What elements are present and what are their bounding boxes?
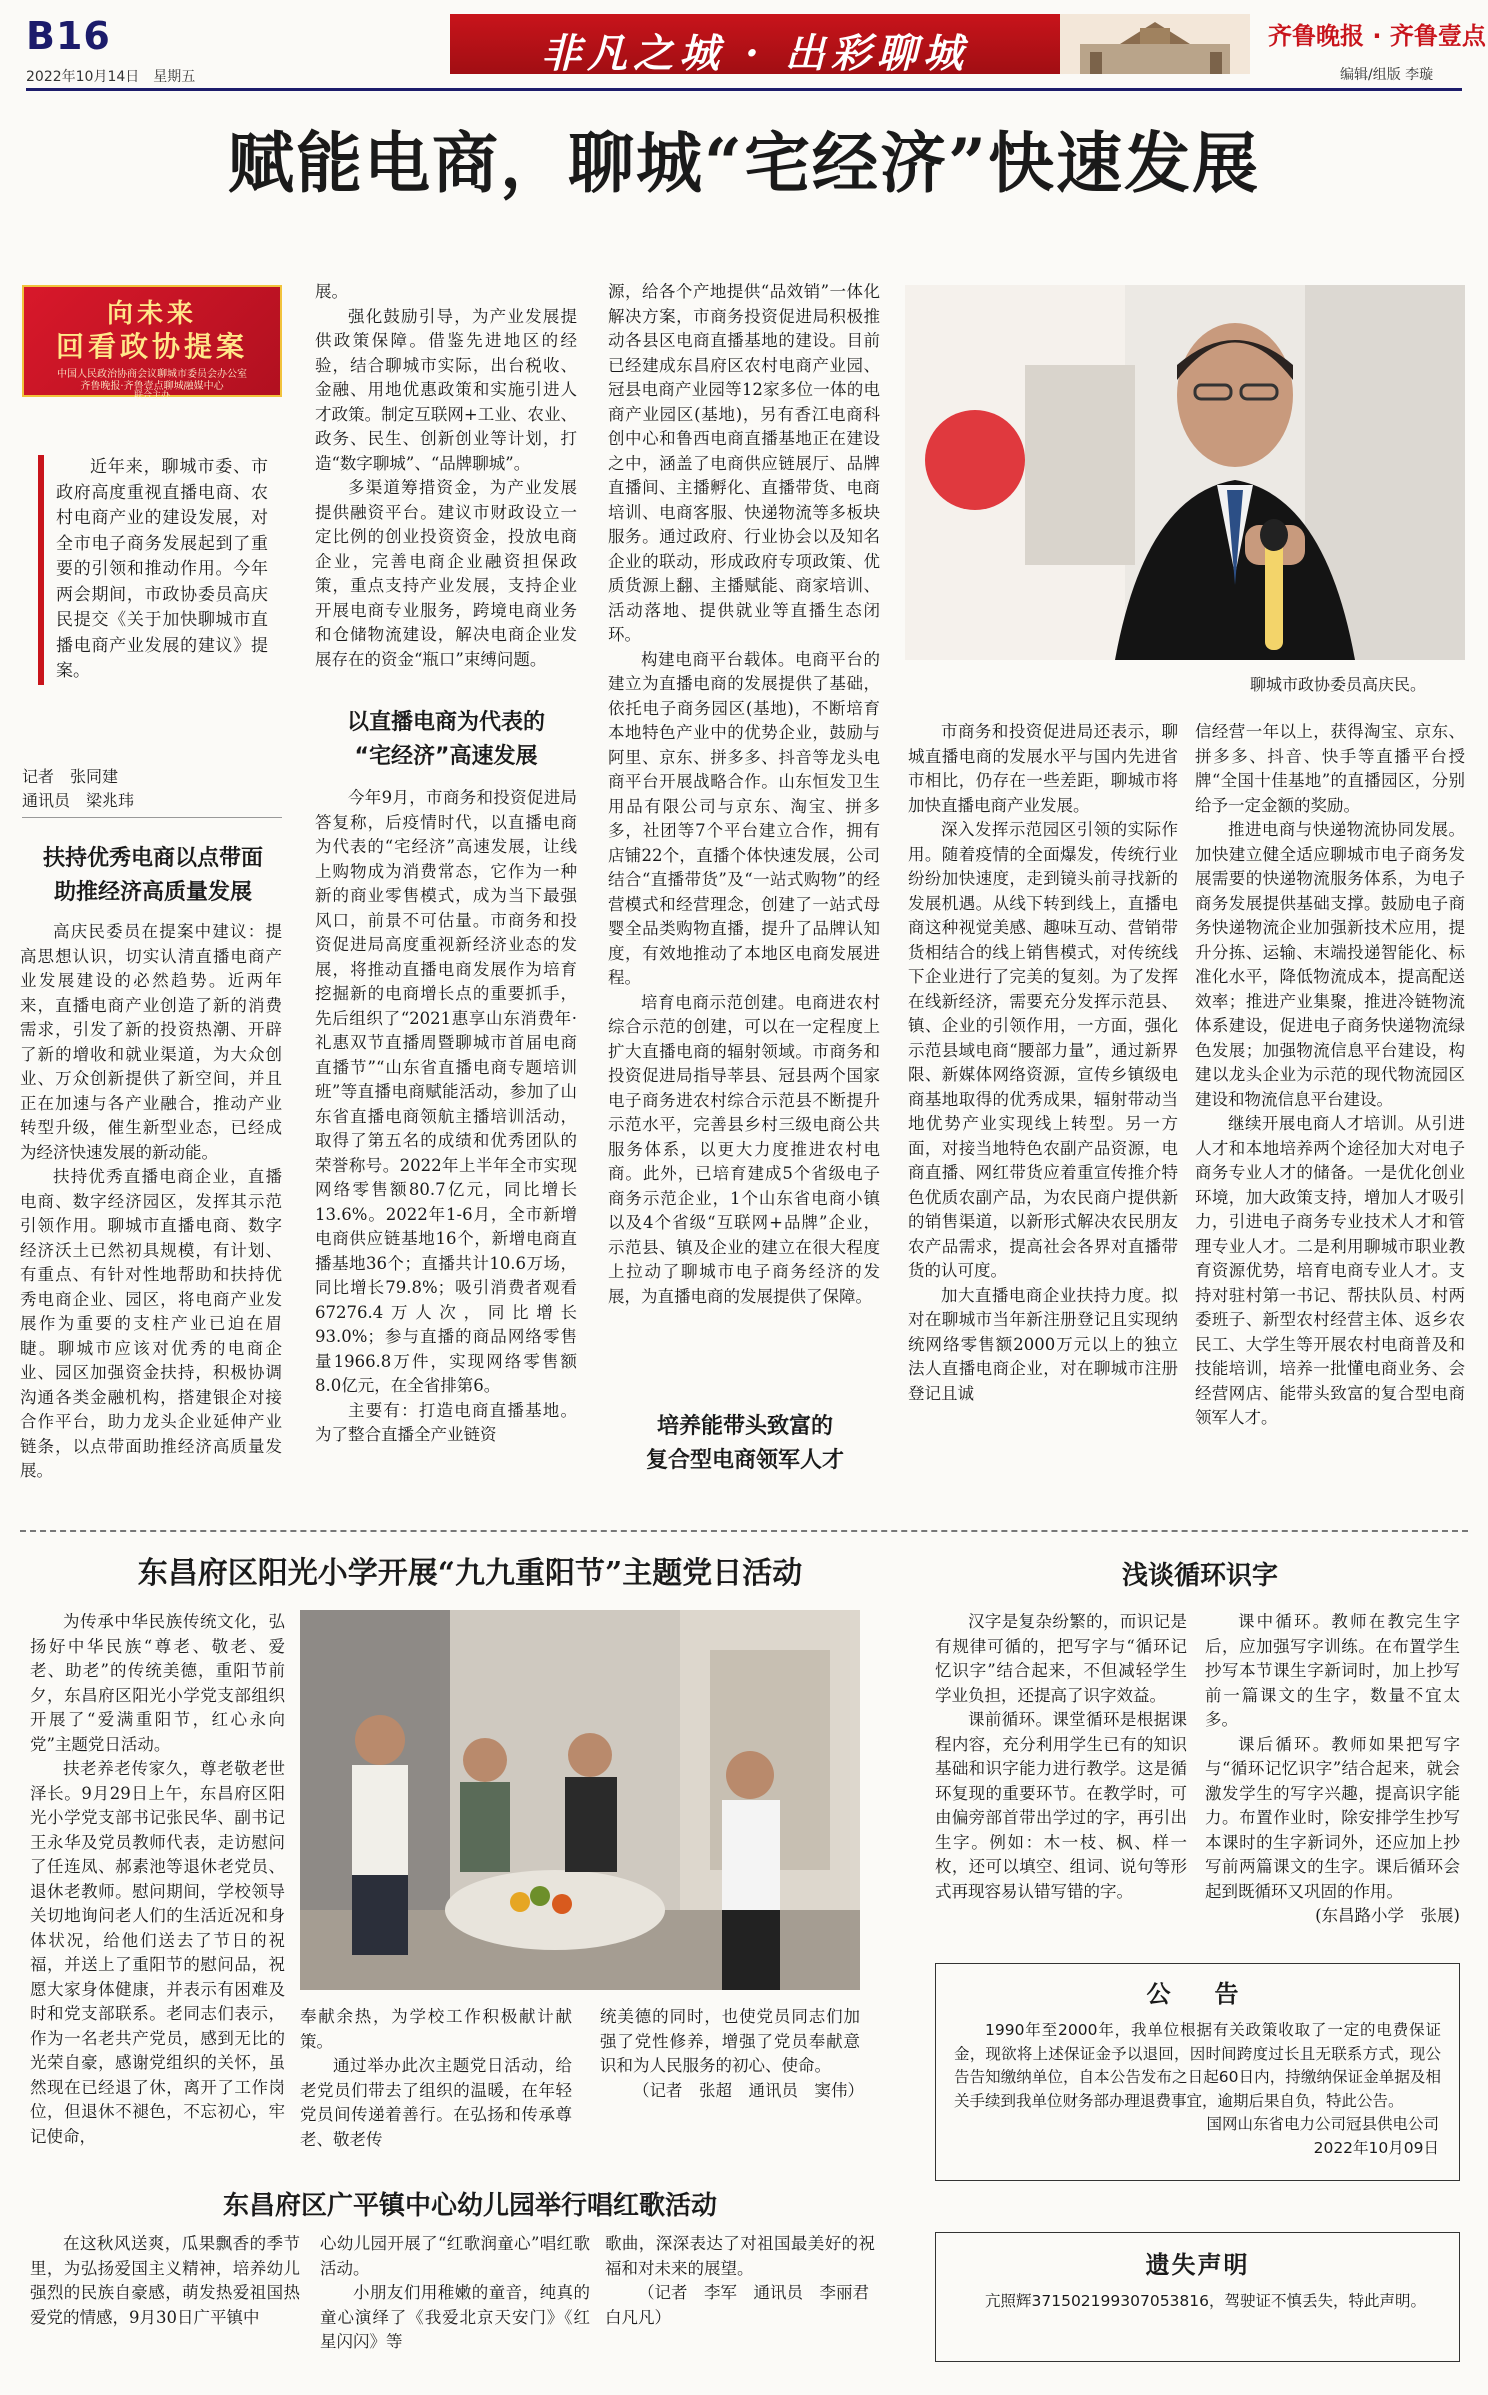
notice-date: 2022年10月09日 — [1313, 2138, 1439, 2157]
paragraph: 市商务和投资促进局还表示，聊城直播电商的发展水平与国内先进省市相比，仍存在一些差距，聊城市将加快直播电商产业发展。 — [908, 722, 1178, 815]
paragraph: 加大直播电商企业扶持力度。拟对在聊城市当年新注册登记且实现纳统网络零售额2000万元以上的独立法人直播电商企业，对在聊城市注册登记且诚 — [908, 1285, 1178, 1403]
intro-text: 近年来，聊城市委、市政府高度重视直播电商、农村电商产业的建设发展，对全市电子商务发展起到了重要的引领和推动作用。今年两会期间，市政协委员高庆民提交《关于加快聊城市直播电商产业发展的建议》提案。 — [56, 457, 268, 681]
article4-col-1 — [935, 1610, 1187, 1950]
paragraph: 扶持优秀直播电商企业，直播电商、数字经济园区，发挥其示范引领作用。聊城市直播电商、数字经济沃土已然初具规模，有计划、有重点、有针对性地帮助和扶持优秀电商企业、园区，将电商产业发展作为重要的支柱产业已迫在眉睫。聊城市应该对优秀的电商企业、园区加强资金扶持，积极协调沟通各类金融机构，搭建银企对接合作平台，助力龙头企业延伸产业链条，以点带面助推经济高质量发展。 — [20, 1167, 282, 1480]
notice-org: 国网山东省电力公司冠县供电公司 — [1206, 2115, 1439, 2133]
paragraph: 深入发挥示范园区引领的实际作用。随着疫情的全面爆发，传统行业纷纷加快速度，走到镜头前寻找新的发展机遇。从线下转到线上，直播电商这种视觉美感、趣味互动、营销带货相结合的线上销售模式，对传统线下企业进行了完美的复刻。为了发挥在线新经济，需要充分发挥示范县、镇、企业的引领作用，一方面，强化示范县域电商“腰部力量”，通过新界限、新媒体网络资源，宣传乡镇级电商基地取得的优秀成果，辐射带动当地优势产业实现线上转型。另一方面，对接当地特色农副产品资源，电商直播、网红带货应着重宣传推介特色优质农副产品，为农民商户提供新的销售渠道，以新形式解决农民朋友农产品需求，提高社会各界对直播带货的认可度。 — [908, 820, 1178, 1280]
article3-col-1 — [30, 2232, 300, 2372]
paragraph: 推进电商与快递物流协同发展。加快建立健全适应聊城市电子商务发展需要的快递物流服务体系，为电子商务发展提供基础支撑。鼓励电子商务快递物流企业加强新技术应用，提升分拣、运输、末端投递智能化、标准化水平，降低物流成本，提高配送效率；推进产业集聚，推进冷链物流体系建设，促进电子商务快递物流绿色发展；加强物流信息平台建设，构建以龙头企业为示范的现代物流园区建设和物流信息平台建设。 — [1195, 820, 1465, 1109]
issue-date: 2022年10月14日 星期五 — [26, 69, 196, 85]
article2-col-1 — [30, 1610, 285, 2170]
city-skyline-illustration — [1060, 14, 1250, 74]
lost-notice-title: 遗失声明 — [1145, 2251, 1250, 2279]
lost-notice-box — [935, 2232, 1460, 2362]
page-number: B16 — [26, 14, 111, 58]
portrait-illustration — [905, 285, 1465, 660]
editor-credit: 编辑/组版 李璇 — [1340, 67, 1434, 83]
paragraph: 继续开展电商人才培训。从引进人才和本地培养两个途径加大对电子商务专业人才的储备。一是优化创业环境，加大政策支持，增加人才吸引力，引进电子商务专业技术人才和管理专业人才。二是利用聊城市职业教育资源优势，培育电商专业人才。支持对驻村第一书记、帮扶队员、村两委班子、新型农村经营主体、返乡农民工、大学生等开展农村电商普及和技能培训，培养一批懂电商业务、会经营网店、能带头致富的复合型电商领军人才。 — [1195, 1114, 1465, 1427]
article4-title: 浅谈循环识字 — [1121, 1561, 1278, 1591]
photo-visit — [300, 1610, 860, 1990]
paragraph: 课中循环。教师在教完生字后，应加强写字训练。在布置学生抄写本节课生字新词时，加上抄写前一篇课文的生字，数量不宜太多。 — [1205, 1612, 1460, 1729]
slogan-text: 非凡之城 · 出彩聊城 — [541, 30, 969, 77]
page-header — [0, 0, 1488, 95]
paragraph: 心幼儿园开展了“红歌润童心”唱红歌活动。 — [320, 2234, 590, 2278]
paragraph: 在这秋风送爽，瓜果飘香的季节里，为弘扬爱国主义精神，培养幼儿强烈的民族自豪感，萌发热爱祖国热爱党的情感，9月30日广平镇中 — [30, 2234, 300, 2327]
subhead-3: 培养能带头致富的 复合型电商领军人才 — [645, 1414, 844, 1473]
byline-reporter: 记者 张同建 — [22, 767, 119, 786]
article2-col-2 — [300, 2005, 572, 2170]
paragraph: 源，给各个产地提供“品效销”一体化解决方案，市商务投资促进局积极推动各县区电商直播基地的建设。目前已经建成东昌府区农村电商产业园、冠县电商产业园等12家多位一体的电商产业园区(基地)，另有香江电商科创中心和鲁西电商直播基地正在建设之中，涵盖了电商供应链展厅、品牌直播间、主播孵化、直播带货、电商培训、电商客服、快递物流等多板块服务。通过政府、行业协会以及知名企业的联动，形成政府专项政策、优质货源上翻、主播赋能、商家培训、活动落地、提供就业等直播生态闭环。 — [608, 282, 880, 644]
column-badge — [22, 285, 282, 401]
article3-col-3 — [605, 2232, 886, 2372]
article3-byline: （记者 李军 通讯员 李丽君 白凡凡） — [605, 2283, 886, 2327]
article-col-3 — [608, 280, 880, 1390]
notice-title: 公 告 — [1146, 1980, 1249, 2008]
article4-byline: (东昌路小学 张展) — [1315, 1906, 1460, 1925]
paragraph: 汉字是复杂纷繁的，而识记是有规律可循的，把写字与“循环记忆识字”结合起来，不但减轻学生学业负担，还提高了识字效益。 — [935, 1612, 1187, 1705]
photo-caption: 聊城市政协委员高庆民。 — [1250, 675, 1427, 694]
badge-sub-2: 齐鲁晚报·齐鲁壹点聊城融媒中心 — [80, 381, 224, 392]
intro-box — [38, 455, 268, 685]
paragraph: 扶老养老传家久，尊老敬老世泽长。9月29日上午，东昌府区阳光小学党支部书记张民华、副书记王永华及党员教师代表，走访慰问了任连凤、郝素池等退休老党员、退休老教师。慰问期间，学校领导关切地询问老人们的生活近况和身体状况，给他们送去了节日的祝福，并送上了重阳节的慰问品，祝愿大家身体健康，并表示有困难及时和党支部联系。老同志们表示，作为一名老共产党员，感到无比的光荣自豪，感谢党组织的关怀，虽然现在已经退了休，离开了工作岗位，但退休不褪色，不忘初心，牢记使命， — [30, 1759, 285, 2146]
photo-portrait — [905, 285, 1465, 660]
paragraph: 小朋友们用稚嫩的童音，纯真的童心演绎了《我爱北京天安门》《红星闪闪》等 — [320, 2283, 590, 2351]
article2-title: 东昌府区阳光小学开展“九九重阳节”主题党日活动 — [137, 1556, 803, 1591]
article3-col-2 — [320, 2232, 590, 2372]
article3-title: 东昌府区广平镇中心幼儿园举行唱红歌活动 — [222, 2191, 717, 2221]
section-divider — [20, 1530, 1468, 1532]
paragraph: 多渠道筹措资金，为产业发展提供融资平台。建议市财政设立一定比例的创业投资资金，投放电商企业，完善电商企业融资担保政策，重点支持产业发展，支持企业开展电商专业服务，跨境电商业务和仓储物流建设，解决电商企业发展存在的资金“瓶口”束缚问题。 — [315, 478, 577, 669]
paragraph: 歌曲，深深表达了对祖国最美好的祝福和对未来的展望。 — [605, 2234, 875, 2278]
article-col-1 — [20, 920, 282, 1500]
article2-byline: （记者 张超 通讯员 窦伟） — [633, 2080, 864, 2100]
lost-notice-body: 亢照辉37150219930705381​6，驾驶证不慎丢失，特此声明。 — [985, 2292, 1427, 2310]
article2-col-3 — [600, 2005, 864, 2170]
paragraph: 统美德的同时，也使党员同志们加强了党性修养，增强了党员奉献意识和为人民服务的初心、使命。 — [600, 2007, 860, 2075]
article-col-5 — [1195, 720, 1465, 1500]
subhead-1: 扶持优秀电商以点带面 助推经济高质量发展 — [42, 846, 263, 905]
badge-title-1: 向未来 — [106, 299, 197, 329]
badge-title-2: 回看政协提案 — [55, 330, 248, 363]
paragraph: 主要有：打造电商直播基地。为了整合直播全产业链资 — [315, 1400, 577, 1444]
paragraph: 构建电商平台载体。电商平台的建立为直播电商的发展提供了基础，依托电子商务园区(基地)，不断培育本地特色产业中的优势企业，鼓励与阿里、京东、拼多多、抖音等龙头电商平台开展战略合作。山东恒发卫生用品有限公司与京东、淘宝、拼多多，社团等7个平台建立合作，拥有店铺22个，直播个体快速发展，公司结合“直播带货”及“一站式购物”的经营模式和经营理念，创建了一站式母婴全品类购物直播，提升了品牌认知度，有效地推动了本地区电商发展进程。 — [608, 649, 880, 987]
paragraph: 培育电商示范创建。电商进农村综合示范的创建，可以在一定程度上扩大直播电商的辐射领域。市商务和投资促进局指导莘县、冠县两个国家电子商务进农村综合示范县不断提升示范水平，完善县乡村三级电商公共服务体系，以更大力度推进农村电商。此外，已培育建成5个省级电子商务示范企业，1个山东省电商小镇以及4个省级“互联网+品牌”企业，示范县、镇及企业的建立在很大程度上拉动了聊城市电子商务经济的发展，为直播电商的发展提供了保障。 — [608, 992, 880, 1306]
paragraph: 课前循环。课堂循环是根据课程内容，充分利用学生已有的知识基础和识字能力进行教学。这是循环复现的重要环节。在教学时，可由偏旁部首带出学过的字，再引出生字。例如：木一枝、枫、样一枚，还可以填空、组词、说句等形式再现容易认错写错的字。 — [935, 1710, 1187, 1901]
paragraph: 高庆民委员在提案中建议：提高思想认识，切实认清直播电商产业发展建设的必然趋势。近两年来，直播电商产业创造了新的消费需求，引发了新的投资热潮、开辟了新的增收和就业渠道，为大众创业、万众创新提供了新空间，并且正在加速与各产业融合，推动产业转型升级，催生新型业态，已经成为经济快速发展的新动能。 — [20, 922, 282, 1162]
main-headline: 赋能电商，聊城“宅经济”快速发展 — [228, 124, 1260, 202]
subhead-2: 以直播电商为代表的 “宅经济”高速发展 — [346, 710, 545, 769]
badge-sub-1: 中国人民政治协商会议聊城市委员会办公室 — [57, 369, 247, 380]
paragraph: 强化鼓励引导，为产业发展提供政策保障。借鉴先进地区的经验，结合聊城市实际，出台税收、金融、用地优惠政策和实施引进人才政策。制定互联网+工业、农业、政务、民生、创新创业等计划，打造“数字聊城”、“品牌聊城”。 — [315, 306, 577, 473]
paragraph: 展。 — [315, 282, 348, 301]
notice-body: 1990年至2000年，我单位根据有关政策收取了一定的电费保证金，现欲将上述保证金予以退回，因时间跨度过长且无联系方式，现公告告知缴纳单位，自本公告发布之日起60日内，持缴纳保证金单据及相关手续到我单位财务部办理退费事宜，逾期后果自负，特此公告。 — [954, 2021, 1441, 2110]
byline — [22, 765, 282, 818]
article-col-2b — [315, 786, 577, 1496]
paragraph: 奉献余热，为学校工作积极献计献策。 — [300, 2007, 572, 2051]
paragraph: 信经营一年以上，获得淘宝、京东、拼多多、抖音、快手等直播平台授牌“全国十佳基地”的直播园区，分别给予一定金额的奖励。 — [1195, 722, 1465, 815]
header-rule — [26, 88, 1462, 91]
badge-sub-3: 联合主办 — [133, 391, 170, 401]
visit-illustration — [300, 1610, 860, 1990]
article-col-4 — [908, 720, 1178, 1500]
paragraph: 为传承中华民族传统文化，弘扬好中华民族“尊老、敬老、爱老、助老”的传统美德，重阳节前夕，东昌府区阳光小学党支部组织开展了“爱满重阳节，红心永向党”主题党日活动。 — [30, 1612, 285, 1754]
notice-box — [935, 1963, 1460, 2181]
paragraph: 课后循环。教师如果把写字与“循环记忆识字”结合起来，就会激发学生的写字兴趣，提高识字能力。布置作业时，除安排学生抄写本课时的生字新词外，还应加上抄写前两篇课文的生字。课后循环会起到既循环又巩固的作用。 — [1205, 1734, 1460, 1901]
paragraph: 今年9月，市商务和投资促进局答复称，后疫情时代，以直播电商为代表的“宅经济”高速发展，让线上购物成为消费常态，它作为一种新的商业零售模式，成为当下最强风口，前景不可估量。市商务和投资促进局高度重视新经济业态的发展，将推动直播电商发展作为培育挖掘新的电商增长点的重要抓手，先后组织了“2021惠享山东消费年·礼惠双节直播周暨聊城市首届电商直播节”“山东省直播电商专题培训班”等直播电商赋能活动，参加了山东省直播电商领航主播培训活动，取得了第五名的成绩和优秀团队的荣誉称号。2022年上半年全市实现网络零售额80.7亿元，同比增长13.6%。2022年1-6月，全市新增电商供应链基地16个，新增电商直播基地36个；直播共计10.6万场，同比增长79.8%；吸引消费者观看67276.4万人次，同比增长93.0%；参与直播的商品网络零售量1966.8万件，实现网络零售额8.0亿元，在全省排第6。 — [315, 788, 577, 1395]
newspaper-brand: 齐鲁晚报 · 齐鲁壹点 — [1268, 22, 1486, 50]
paragraph: 通过举办此次主题党日活动，给老党员们带去了组织的温暖，在年轻党员间传递着善行。在弘扬和传承尊老、敬老传 — [300, 2056, 572, 2149]
article4-col-2 — [1205, 1610, 1460, 1950]
byline-correspondent: 通讯员 梁兆玮 — [22, 791, 135, 810]
article-col-2 — [315, 280, 577, 700]
